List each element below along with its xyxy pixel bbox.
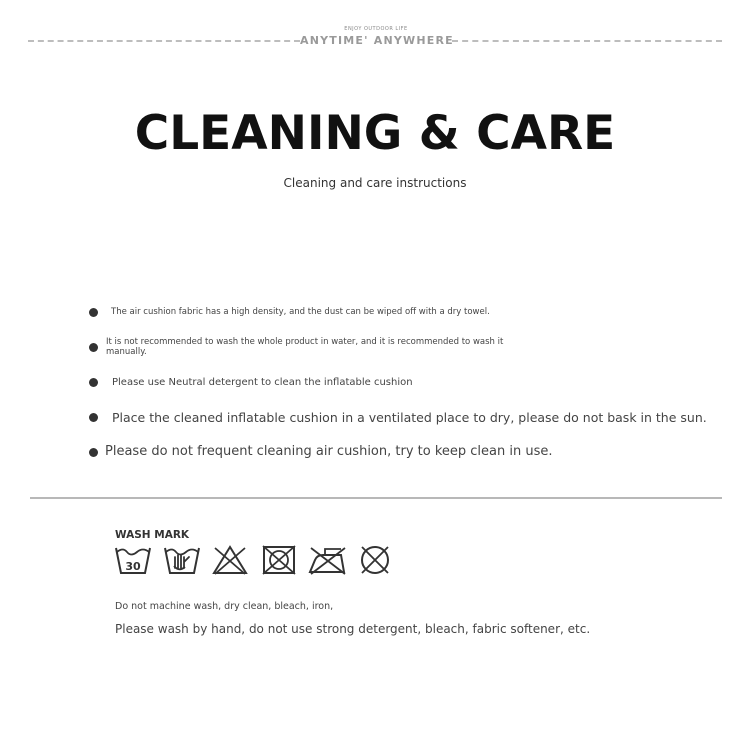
instruction-text: Place the cleaned inflatable cushion in a ventilated place to dry, please do not bask in the sun. bbox=[112, 410, 707, 425]
wash-mark-label: WASH MARK bbox=[115, 529, 190, 541]
hand-wash-icon bbox=[163, 544, 201, 576]
no-iron-icon bbox=[307, 544, 349, 576]
bullet-dot-icon bbox=[89, 308, 98, 317]
instruction-text: Please use Neutral detergent to clean the inflatable cushion bbox=[112, 377, 413, 388]
bullet-dot-icon bbox=[89, 413, 98, 422]
instruction-text: It is not recommended to wash the whole product in water, and it is recommended to wash it manually. bbox=[106, 337, 504, 357]
page-subtitle: Cleaning and care instructions bbox=[283, 176, 467, 190]
no-dry-clean-icon bbox=[357, 544, 393, 576]
page-title: CLEANING & CARE bbox=[134, 106, 616, 161]
bullet-dot-icon bbox=[89, 378, 98, 387]
wash-temperature: 30 bbox=[125, 560, 141, 573]
instruction-text: The air cushion fabric has a high density, and the dust can be wiped off with a dry towel. bbox=[111, 307, 490, 317]
no-bleach-icon bbox=[211, 544, 249, 576]
section-divider bbox=[30, 497, 722, 499]
main-tagline: ANYTIME' ANYWHERE bbox=[300, 34, 454, 47]
no-tumble-dry-icon bbox=[261, 544, 297, 576]
header-dashed-rule-right bbox=[452, 40, 722, 42]
wash-30-icon bbox=[114, 544, 152, 576]
care-note-long: Please wash by hand, do not use strong detergent, bleach, fabric softener, etc. bbox=[115, 622, 591, 636]
header-dashed-rule-left bbox=[28, 40, 300, 42]
instruction-text: Please do not frequent cleaning air cushion, try to keep clean in use. bbox=[105, 444, 553, 459]
small-tagline: ENJOY OUTDOOR LIFE bbox=[344, 26, 408, 32]
bullet-dot-icon bbox=[89, 448, 98, 457]
care-note-short: Do not machine wash, dry clean, bleach, iron, bbox=[115, 601, 334, 612]
bullet-dot-icon bbox=[89, 343, 98, 352]
